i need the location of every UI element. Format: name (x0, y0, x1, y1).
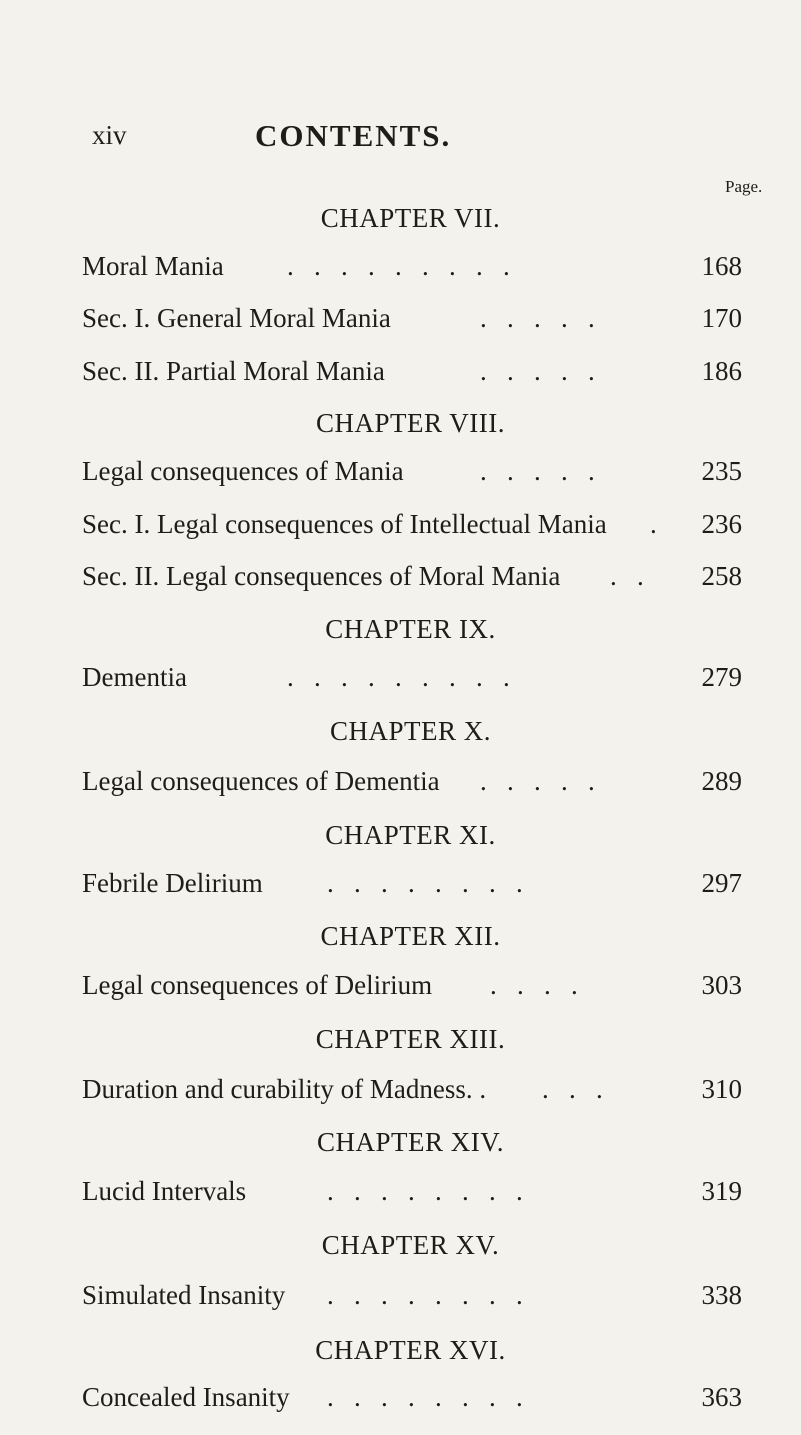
entry-page-number: 279 (701, 662, 742, 692)
leader-dots: . (650, 509, 657, 539)
toc-entry[interactable] (82, 970, 742, 1006)
entry-page-number: 338 (701, 1280, 742, 1310)
chapter-heading: CHAPTER XI. (325, 820, 496, 850)
chapter-heading: CHAPTER VII. (320, 203, 501, 233)
leader-dots: . . . . . . . . . (287, 662, 510, 692)
toc-entry[interactable] (82, 868, 742, 904)
entry-title: Concealed Insanity (82, 1382, 290, 1412)
chapter-heading: CHAPTER XVI. (315, 1335, 506, 1365)
toc-entry[interactable] (82, 561, 742, 597)
entry-page-number: 303 (701, 970, 742, 1000)
toc-entry[interactable] (82, 509, 742, 545)
entry-page-number: 289 (701, 766, 742, 796)
toc-entry[interactable] (82, 456, 742, 492)
running-head: CONTENTS. (255, 118, 452, 153)
entry-page-number: 235 (701, 456, 742, 486)
leader-dots: . . . . . . . . . (287, 251, 510, 281)
leader-dots: . . . . . . . . (327, 1280, 523, 1310)
entry-title: Legal consequences of Delirium (82, 970, 433, 1000)
entry-page-number: 186 (701, 356, 742, 386)
entry-title: Sec. I. Legal consequences of Intellectual Mania (82, 509, 607, 539)
entry-title: Lucid Intervals (82, 1176, 247, 1206)
entry-page-number: 297 (701, 868, 742, 898)
chapter-heading: CHAPTER XV. (321, 1230, 500, 1260)
entry-title: Sec. II. Legal consequences of Moral Mania (82, 561, 561, 591)
leader-dots: . . . . . . . . (327, 1382, 523, 1412)
toc-entry[interactable] (82, 1176, 742, 1212)
entry-title: Sec. II. Partial Moral Mania (82, 356, 385, 386)
entry-title: Duration and curability of Madness. . (82, 1074, 487, 1104)
entry-page-number: 319 (701, 1176, 742, 1206)
leader-dots: . . . . . (480, 356, 595, 386)
toc-entry[interactable] (82, 251, 742, 287)
chapter-heading: CHAPTER XIII. (315, 1024, 506, 1054)
chapter-heading: CHAPTER XIV. (316, 1127, 505, 1157)
toc-entry[interactable] (82, 1382, 742, 1418)
entry-page-number: 170 (701, 303, 742, 333)
entry-title: Febrile Delirium (82, 868, 263, 898)
page-folio: xiv (92, 120, 127, 150)
leader-dots: . . (610, 561, 644, 591)
leader-dots: . . . . . . . . (327, 868, 523, 898)
page-column-label: Page. (725, 177, 763, 196)
entry-page-number: 310 (701, 1074, 742, 1104)
entry-title: Legal consequences of Mania (82, 456, 404, 486)
leader-dots: . . . (542, 1074, 603, 1104)
entry-title: Legal consequences of Dementia (82, 766, 440, 796)
toc-entry[interactable] (82, 766, 742, 802)
toc-entry[interactable] (82, 1074, 742, 1110)
entry-page-number: 168 (701, 251, 742, 281)
leader-dots: . . . . (490, 970, 578, 1000)
entry-title: Simulated Insanity (82, 1280, 286, 1310)
toc-entry[interactable] (82, 1280, 742, 1316)
entry-title: Moral Mania (82, 251, 224, 281)
chapter-heading: CHAPTER VIII. (315, 408, 505, 438)
entry-page-number: 363 (701, 1382, 742, 1412)
leader-dots: . . . . . (480, 303, 595, 333)
toc-entry[interactable] (82, 356, 742, 392)
entry-title: Sec. I. General Moral Mania (82, 303, 391, 333)
entry-page-number: 236 (701, 509, 742, 539)
leader-dots: . . . . . (480, 766, 595, 796)
chapter-heading: CHAPTER IX. (325, 614, 496, 644)
leader-dots: . . . . . (480, 456, 595, 486)
entry-title: Dementia (82, 662, 187, 692)
chapter-heading: CHAPTER X. (329, 716, 491, 746)
toc-entry[interactable] (82, 303, 742, 339)
entry-page-number: 258 (701, 561, 742, 591)
leader-dots: . . . . . . . . (327, 1176, 523, 1206)
toc-entry[interactable] (82, 662, 742, 698)
chapter-heading: CHAPTER XII. (320, 921, 501, 951)
